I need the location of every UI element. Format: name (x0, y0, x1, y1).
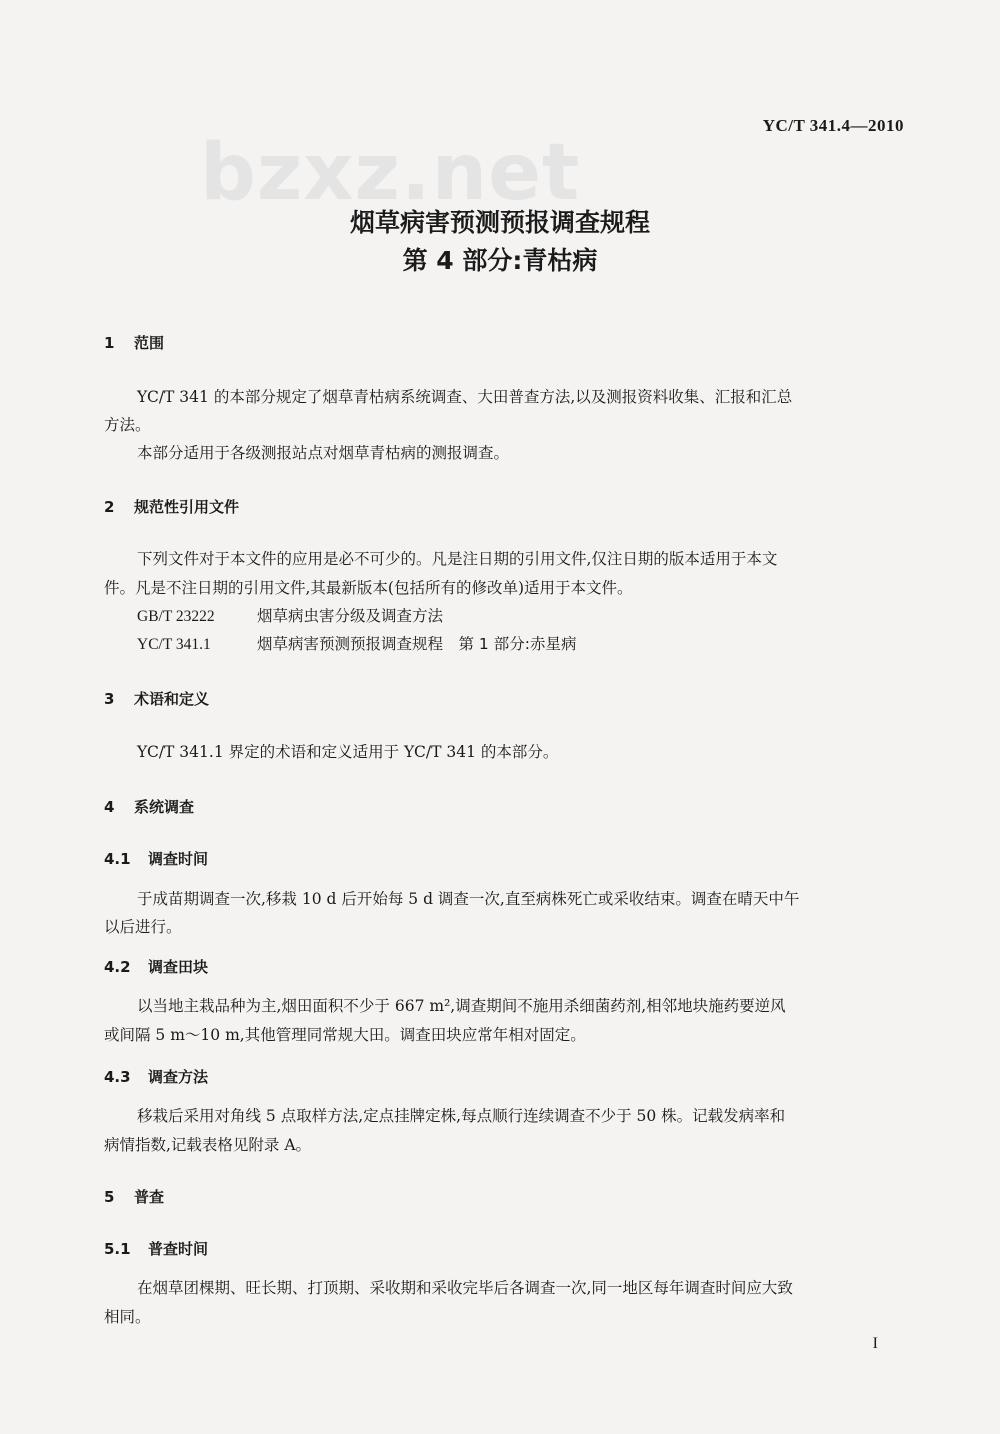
section-number: 4 (104, 798, 115, 816)
paragraph-line: 于成苗期调查一次,移栽 10 d 后开始每 5 d 调查一次,直至病株死亡或采收结束。调查在晴天中午 (137, 890, 800, 908)
document-subtitle: 第 4 部分:青枯病 (402, 246, 598, 275)
subsection-number: 5.1 (104, 1240, 131, 1258)
subsection-title: 普查时间 (148, 1240, 209, 1258)
section-title: 系统调查 (134, 798, 195, 816)
subsection-heading-4-3 (104, 1066, 208, 1087)
subsection-heading-5-1 (104, 1238, 208, 1259)
subsection-title: 调查时间 (148, 850, 209, 868)
reference-title: 烟草病虫害分级及调查方法 (257, 607, 444, 625)
paragraph-line: 以后进行。 (104, 918, 182, 936)
reference-item (137, 604, 443, 626)
paragraph-line: 在烟草团棵期、旺长期、打顶期、采收期和采收完毕后各调查一次,同一地区每年调查时间应大致 (137, 1279, 793, 1297)
section-heading-3 (104, 688, 209, 709)
subsection-title: 调查田块 (148, 958, 209, 976)
paragraph-line: 相同。 (104, 1308, 151, 1326)
reference-item (137, 632, 576, 654)
section-number: 2 (104, 498, 115, 516)
standard-code: YC/T 341.4—2010 (762, 116, 904, 135)
watermark: bzxz.net (200, 128, 581, 218)
page-number: I (872, 1335, 878, 1352)
section-heading-5 (104, 1186, 164, 1207)
paragraph-line: 件。凡是不注日期的引用文件,其最新版本(包括所有的修改单)适用于本文件。 (104, 579, 633, 597)
section-title: 范围 (134, 334, 165, 352)
paragraph-line: YC/T 341.1 界定的术语和定义适用于 YC/T 341 的本部分。 (137, 743, 559, 761)
section-heading-4 (104, 796, 194, 817)
section-title: 普查 (134, 1188, 165, 1206)
reference-code: GB/T 23222 (137, 608, 215, 625)
subsection-title: 调查方法 (148, 1068, 209, 1086)
document-title: 烟草病害预测预报调查规程 (349, 208, 650, 237)
paragraph-line: 方法。 (104, 416, 151, 434)
subsection-number: 4.3 (104, 1068, 131, 1086)
paragraph-line: 本部分适用于各级测报站点对烟草青枯病的测报调查。 (137, 444, 510, 462)
subsection-heading-4-1 (104, 848, 208, 869)
paragraph-line: 以当地主栽品种为主,烟田面积不少于 667 m²,调查期间不施用杀细菌药剂,相邻地块施药要逆风 (137, 997, 786, 1015)
subsection-number: 4.1 (104, 850, 131, 868)
section-title: 术语和定义 (134, 690, 210, 708)
section-heading-1 (104, 332, 164, 353)
paragraph-line: 或间隔 5 m～10 m,其他管理同常规大田。调查田块应常年相对固定。 (104, 1026, 586, 1044)
section-number: 3 (104, 690, 115, 708)
reference-title: 烟草病害预测预报调查规程 第 1 部分:赤星病 (257, 635, 577, 653)
section-number: 5 (104, 1188, 115, 1206)
reference-code: YC/T 341.1 (137, 636, 211, 653)
paragraph-line: 病情指数,记载表格见附录 A。 (104, 1136, 312, 1154)
subsection-heading-4-2 (104, 956, 208, 977)
section-number: 1 (104, 334, 115, 352)
paragraph-line: 移栽后采用对角线 5 点取样方法,定点挂牌定株,每点顺行连续调查不少于 50 株。记载发病率和 (137, 1107, 786, 1125)
paragraph-line: YC/T 341 的本部分规定了烟草青枯病系统调查、大田普查方法,以及测报资料收集、汇报和汇总 (137, 388, 793, 406)
paragraph-line: 下列文件对于本文件的应用是必不可少的。凡是注日期的引用文件,仅注日期的版本适用于本文 (137, 550, 778, 568)
subsection-number: 4.2 (104, 958, 131, 976)
section-heading-2 (104, 496, 239, 517)
section-title: 规范性引用文件 (134, 498, 240, 516)
